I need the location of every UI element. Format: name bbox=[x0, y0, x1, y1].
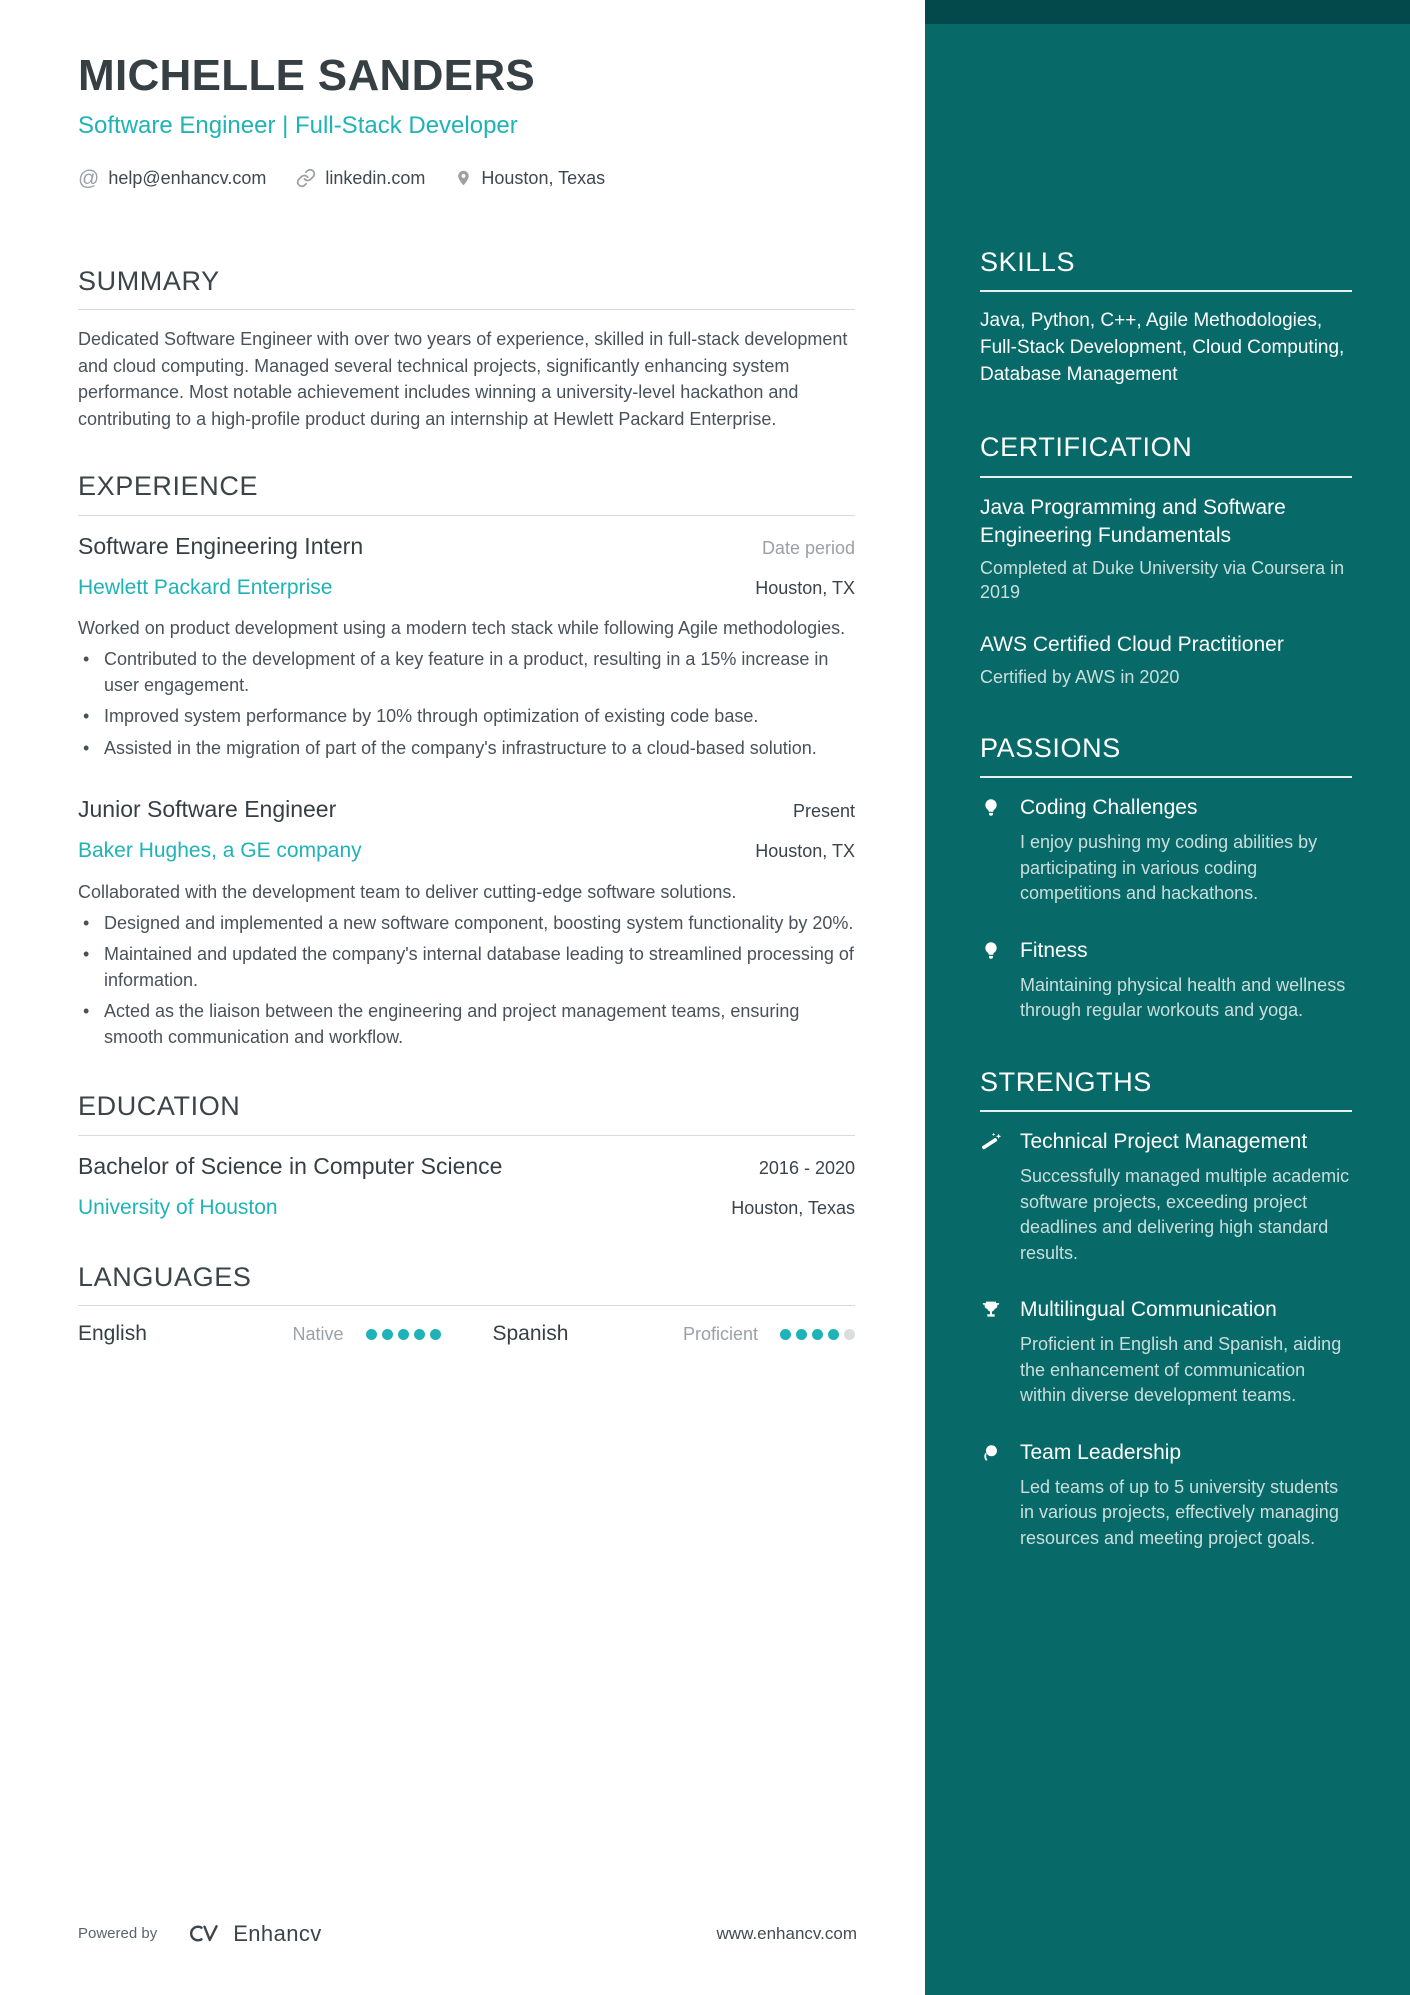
level-dot bbox=[430, 1329, 441, 1340]
job-summary: Worked on product development using a modern tech stack while following Agile methodologies. bbox=[78, 618, 846, 639]
section-divider bbox=[78, 515, 855, 516]
passion-item bbox=[980, 937, 1352, 1024]
level-dot bbox=[780, 1329, 791, 1340]
passion-text: Maintaining physical health and wellness through regular workouts and yoga. bbox=[1020, 974, 1346, 1021]
strength-title: Multilingual Communication bbox=[1020, 1298, 1277, 1322]
strength-text: Proficient in English and Spanish, aiding the enhancement of communication within diverse development teams. bbox=[1020, 1334, 1342, 1406]
enhancv-wordmark: Enhancv bbox=[233, 1920, 322, 1946]
sidebar bbox=[925, 0, 1410, 1995]
job-location: Houston, TX bbox=[755, 841, 855, 862]
certification-item bbox=[980, 631, 1352, 690]
strength-text: Led teams of up to 5 university students in various projects, effectively managing resources and meeting project goals. bbox=[1020, 1476, 1339, 1548]
language-name: Spanish bbox=[492, 1322, 569, 1346]
person-headline: Software Engineer | Full-Stack Developer bbox=[78, 112, 518, 140]
strength-item bbox=[980, 1439, 1352, 1552]
education-period: 2016 - 2020 bbox=[758, 1157, 855, 1178]
footer-site-link[interactable]: www.enhancv.com bbox=[716, 1923, 857, 1943]
section-divider bbox=[980, 476, 1352, 478]
job-location: Houston, TX bbox=[755, 577, 855, 598]
trophy-icon bbox=[980, 1296, 1006, 1409]
experience-heading: EXPERIENCE bbox=[78, 471, 259, 502]
job-bullet: • Contributed to the development of a key feature in a product, resulting in a 15% increase in user engagement. bbox=[78, 647, 855, 698]
pin-icon bbox=[455, 168, 472, 188]
summary-text: Dedicated Software Engineer with over two years of experience, skilled in full-stack development and cloud computing. Managed several technical projects, significantly enhancing system performance. Most notable achievement includes winning a university-level hackathon and contributing to a high-profile product during an internship at Hewlett Packard Enterprise. bbox=[78, 328, 848, 429]
job-bullet: • Improved system performance by 10% through optimization of existing code base. bbox=[78, 704, 855, 730]
certification-detail: Completed at Duke University via Coursera in 2019 bbox=[980, 557, 1345, 603]
skills-text: Java, Python, C++, Agile Methodologies, Full-Stack Development, Cloud Computing, Database Management bbox=[980, 310, 1345, 386]
level-dot bbox=[828, 1329, 839, 1340]
lightbulb-icon bbox=[980, 937, 1006, 1024]
enhancv-logo-icon bbox=[183, 1920, 223, 1947]
contact-location-text: Houston, Texas bbox=[481, 167, 606, 188]
job-bullets bbox=[78, 647, 855, 761]
job-title: Software Engineering Intern bbox=[78, 532, 364, 559]
level-dot bbox=[366, 1329, 377, 1340]
language-item bbox=[78, 1322, 493, 1346]
skills-heading: SKILLS bbox=[980, 247, 1076, 277]
level-dot bbox=[812, 1329, 823, 1340]
language-level: Native bbox=[292, 1323, 344, 1344]
education-school: University of Houston bbox=[78, 1195, 278, 1219]
level-dot bbox=[796, 1329, 807, 1340]
lightbulb-icon bbox=[980, 794, 1006, 907]
job-summary: Collaborated with the development team to deliver cutting-edge software solutions. bbox=[78, 881, 737, 902]
certification-item bbox=[980, 494, 1352, 606]
education-heading: EDUCATION bbox=[78, 1091, 241, 1122]
contact-email-text: help@enhancv.com bbox=[108, 167, 267, 188]
language-name: English bbox=[78, 1322, 147, 1346]
passion-text: I enjoy pushing my coding abilities by participating in various coding competitions and hackathons. bbox=[1020, 832, 1318, 904]
job-entry bbox=[78, 795, 855, 1050]
strength-text: Successfully managed multiple academic software projects, exceeding project deadlines and delivering high standard results. bbox=[1020, 1166, 1350, 1263]
level-dot bbox=[844, 1329, 855, 1340]
job-period: Present bbox=[792, 801, 855, 822]
section-divider bbox=[980, 776, 1352, 778]
summary-section bbox=[78, 265, 855, 433]
link-icon bbox=[296, 168, 316, 188]
languages-heading: LANGUAGES bbox=[78, 1261, 252, 1292]
wand-icon bbox=[980, 1128, 1006, 1266]
section-divider bbox=[78, 309, 855, 310]
strengths-heading: STRENGTHS bbox=[980, 1066, 1152, 1097]
certification-title: Java Programming and Software Engineering Fundamentals bbox=[980, 495, 1286, 547]
person-name: MICHELLE SANDERS bbox=[78, 51, 536, 100]
education-location: Houston, Texas bbox=[731, 1197, 855, 1218]
level-dot bbox=[414, 1329, 425, 1340]
language-item bbox=[493, 1322, 856, 1346]
certification-section bbox=[980, 431, 1352, 690]
languages-section bbox=[78, 1261, 855, 1346]
job-entry bbox=[78, 532, 855, 761]
job-bullet: • Designed and implemented a new software component, boosting system functionality by 20%. bbox=[78, 911, 855, 937]
leadership-icon bbox=[980, 1439, 1006, 1552]
language-level-dots bbox=[780, 1329, 855, 1340]
passions-section bbox=[980, 732, 1352, 1024]
skills-section bbox=[980, 246, 1352, 389]
job-bullet: • Acted as the liaison between the engineering and project management teams, ensuring smooth communication and workflow. bbox=[78, 999, 855, 1050]
strengths-section bbox=[980, 1066, 1352, 1552]
passion-title: Coding Challenges bbox=[1020, 796, 1198, 820]
job-bullet: • Maintained and updated the company's internal database leading to streamlined processing of information. bbox=[78, 942, 855, 993]
strength-title: Technical Project Management bbox=[1020, 1130, 1308, 1154]
job-company: Hewlett Packard Enterprise bbox=[78, 575, 333, 599]
education-section bbox=[78, 1090, 855, 1221]
education-degree: Bachelor of Science in Computer Science bbox=[78, 1152, 503, 1179]
section-divider bbox=[980, 1110, 1352, 1112]
job-period: Date period bbox=[761, 537, 855, 558]
passion-item bbox=[980, 794, 1352, 907]
language-level-dots bbox=[366, 1329, 441, 1340]
section-divider bbox=[980, 290, 1352, 292]
job-bullets bbox=[78, 911, 855, 1051]
job-company: Baker Hughes, a GE company bbox=[78, 839, 362, 863]
section-divider bbox=[78, 1305, 855, 1306]
strength-item bbox=[980, 1128, 1352, 1266]
section-divider bbox=[78, 1135, 855, 1136]
passions-heading: PASSIONS bbox=[980, 732, 1121, 763]
level-dot bbox=[382, 1329, 393, 1340]
footer bbox=[78, 1920, 857, 1947]
strength-title: Team Leadership bbox=[1020, 1440, 1182, 1464]
passion-title: Fitness bbox=[1020, 938, 1088, 962]
strength-item bbox=[980, 1296, 1352, 1409]
job-title: Junior Software Engineer bbox=[78, 796, 337, 823]
language-level: Proficient bbox=[682, 1323, 758, 1344]
certification-detail: Certified by AWS in 2020 bbox=[980, 667, 1180, 688]
contact-row bbox=[78, 168, 855, 189]
contact-location bbox=[455, 168, 605, 189]
contact-linkedin[interactable] bbox=[296, 168, 425, 189]
powered-by-label: Powered by bbox=[78, 1925, 158, 1942]
job-bullet: • Assisted in the migration of part of the company's infrastructure to a cloud-based solution. bbox=[78, 736, 855, 762]
at-icon: @ bbox=[78, 166, 100, 190]
contact-email[interactable] bbox=[78, 168, 266, 189]
level-dot bbox=[398, 1329, 409, 1340]
experience-section bbox=[78, 470, 855, 1050]
sidebar-top-band bbox=[925, 0, 1410, 24]
certification-heading: CERTIFICATION bbox=[980, 432, 1193, 463]
summary-heading: SUMMARY bbox=[78, 265, 220, 296]
contact-linkedin-text: linkedin.com bbox=[325, 167, 426, 188]
certification-title: AWS Certified Cloud Practitioner bbox=[980, 633, 1284, 657]
